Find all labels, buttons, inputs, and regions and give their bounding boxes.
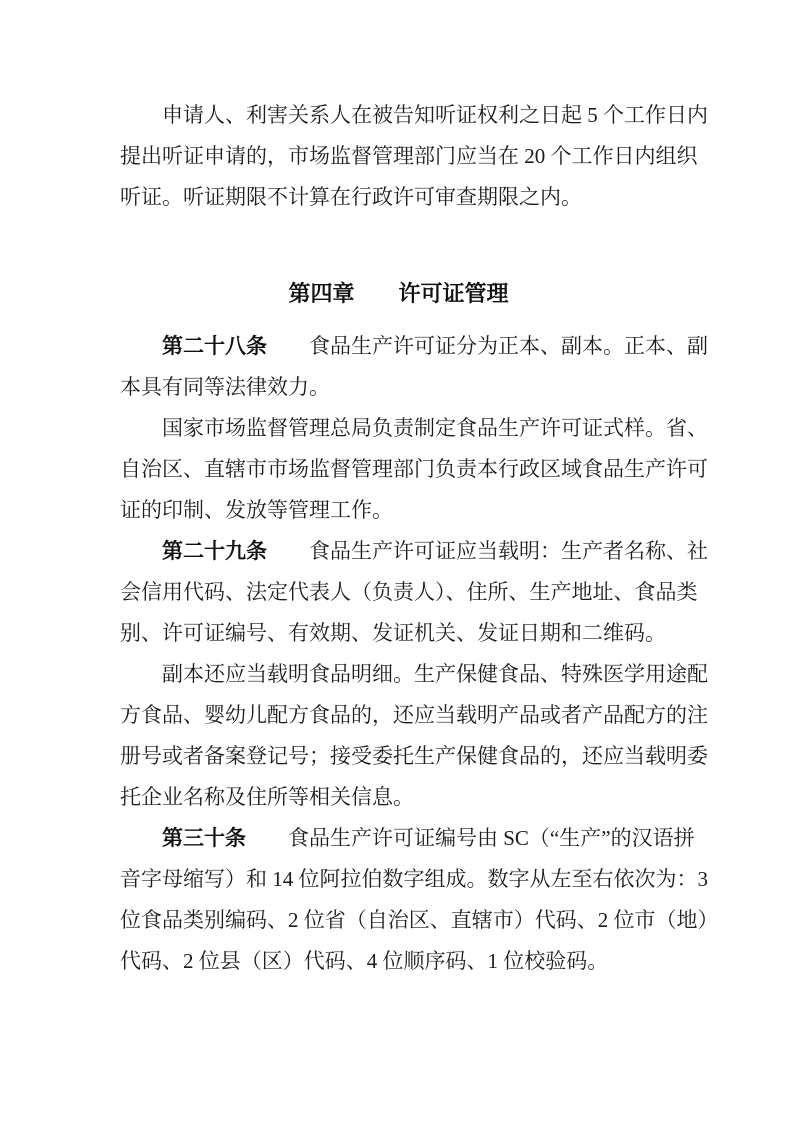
article-label: 第三十条 <box>162 827 246 850</box>
paragraph-hearing-deadline <box>120 95 708 218</box>
text-line: 会信用代码、法定代表人（负责人）、住所、生产地址、食品类 <box>120 580 698 604</box>
text-line: 证的印制、发放等管理工作。 <box>120 498 393 522</box>
article-29 <box>120 531 708 654</box>
paragraph-duplicate-details <box>120 654 708 818</box>
text-line: 自治区、直辖市市场监督管理部门负责本行政区域食品生产许可 <box>120 457 708 481</box>
chapter-heading: 第四章 许可证管理 <box>288 281 509 306</box>
text-line: 提出听证申请的，市场监督管理部门应当在 20 个工作日内组织 <box>120 144 698 168</box>
article-text: 食品生产许可证分为正本、副本。正本、副 <box>309 334 708 358</box>
text-line: 本具有同等法律效力。 <box>120 375 330 399</box>
text-line <box>120 326 708 367</box>
article-30 <box>120 818 719 982</box>
article-text: 食品生产许可证编号由 SC（“生产”的汉语拼 <box>288 826 695 850</box>
text-line: 托企业名称及住所等相关信息。 <box>120 785 414 809</box>
text-line: 副本还应当载明食品明细。生产保健食品、特殊医学用途配 <box>162 662 708 686</box>
text-line: 国家市场监督管理总局负责制定食品生产许可证式样。省、 <box>162 416 708 440</box>
text-line: 册号或者备案登记号；接受委托生产保健食品的，还应当载明委 <box>120 744 708 768</box>
article-28 <box>120 326 708 408</box>
text-line: 位食品类别编码、2 位省（自治区、直辖市）代码、2 位市（地） <box>120 908 719 932</box>
text-line <box>120 531 708 572</box>
text-line: 音字母缩写）和 14 位阿拉伯数字组成。数字从左至右依次为：3 <box>120 867 708 891</box>
text-line: 代码、2 位县（区）代码、4 位顺序码、1 位校验码。 <box>120 949 609 973</box>
text-line: 申请人、利害关系人在被告知听证权利之日起 5 个工作日内 <box>162 103 708 127</box>
text-line <box>120 818 695 859</box>
article-label: 第二十八条 <box>162 335 267 358</box>
text-line: 方食品、婴幼儿配方食品的，还应当载明产品或者产品配方的注 <box>120 703 708 727</box>
text-line: 别、许可证编号、有效期、发证机关、发证日期和二维码。 <box>120 621 666 645</box>
chapter-body <box>120 326 719 982</box>
paragraph-license-format <box>120 408 708 531</box>
article-label: 第二十九条 <box>162 540 267 563</box>
text-line: 听证。听证期限不计算在行政许可审查期限之内。 <box>120 185 582 209</box>
article-text: 食品生产许可证应当载明：生产者名称、社 <box>309 539 708 563</box>
